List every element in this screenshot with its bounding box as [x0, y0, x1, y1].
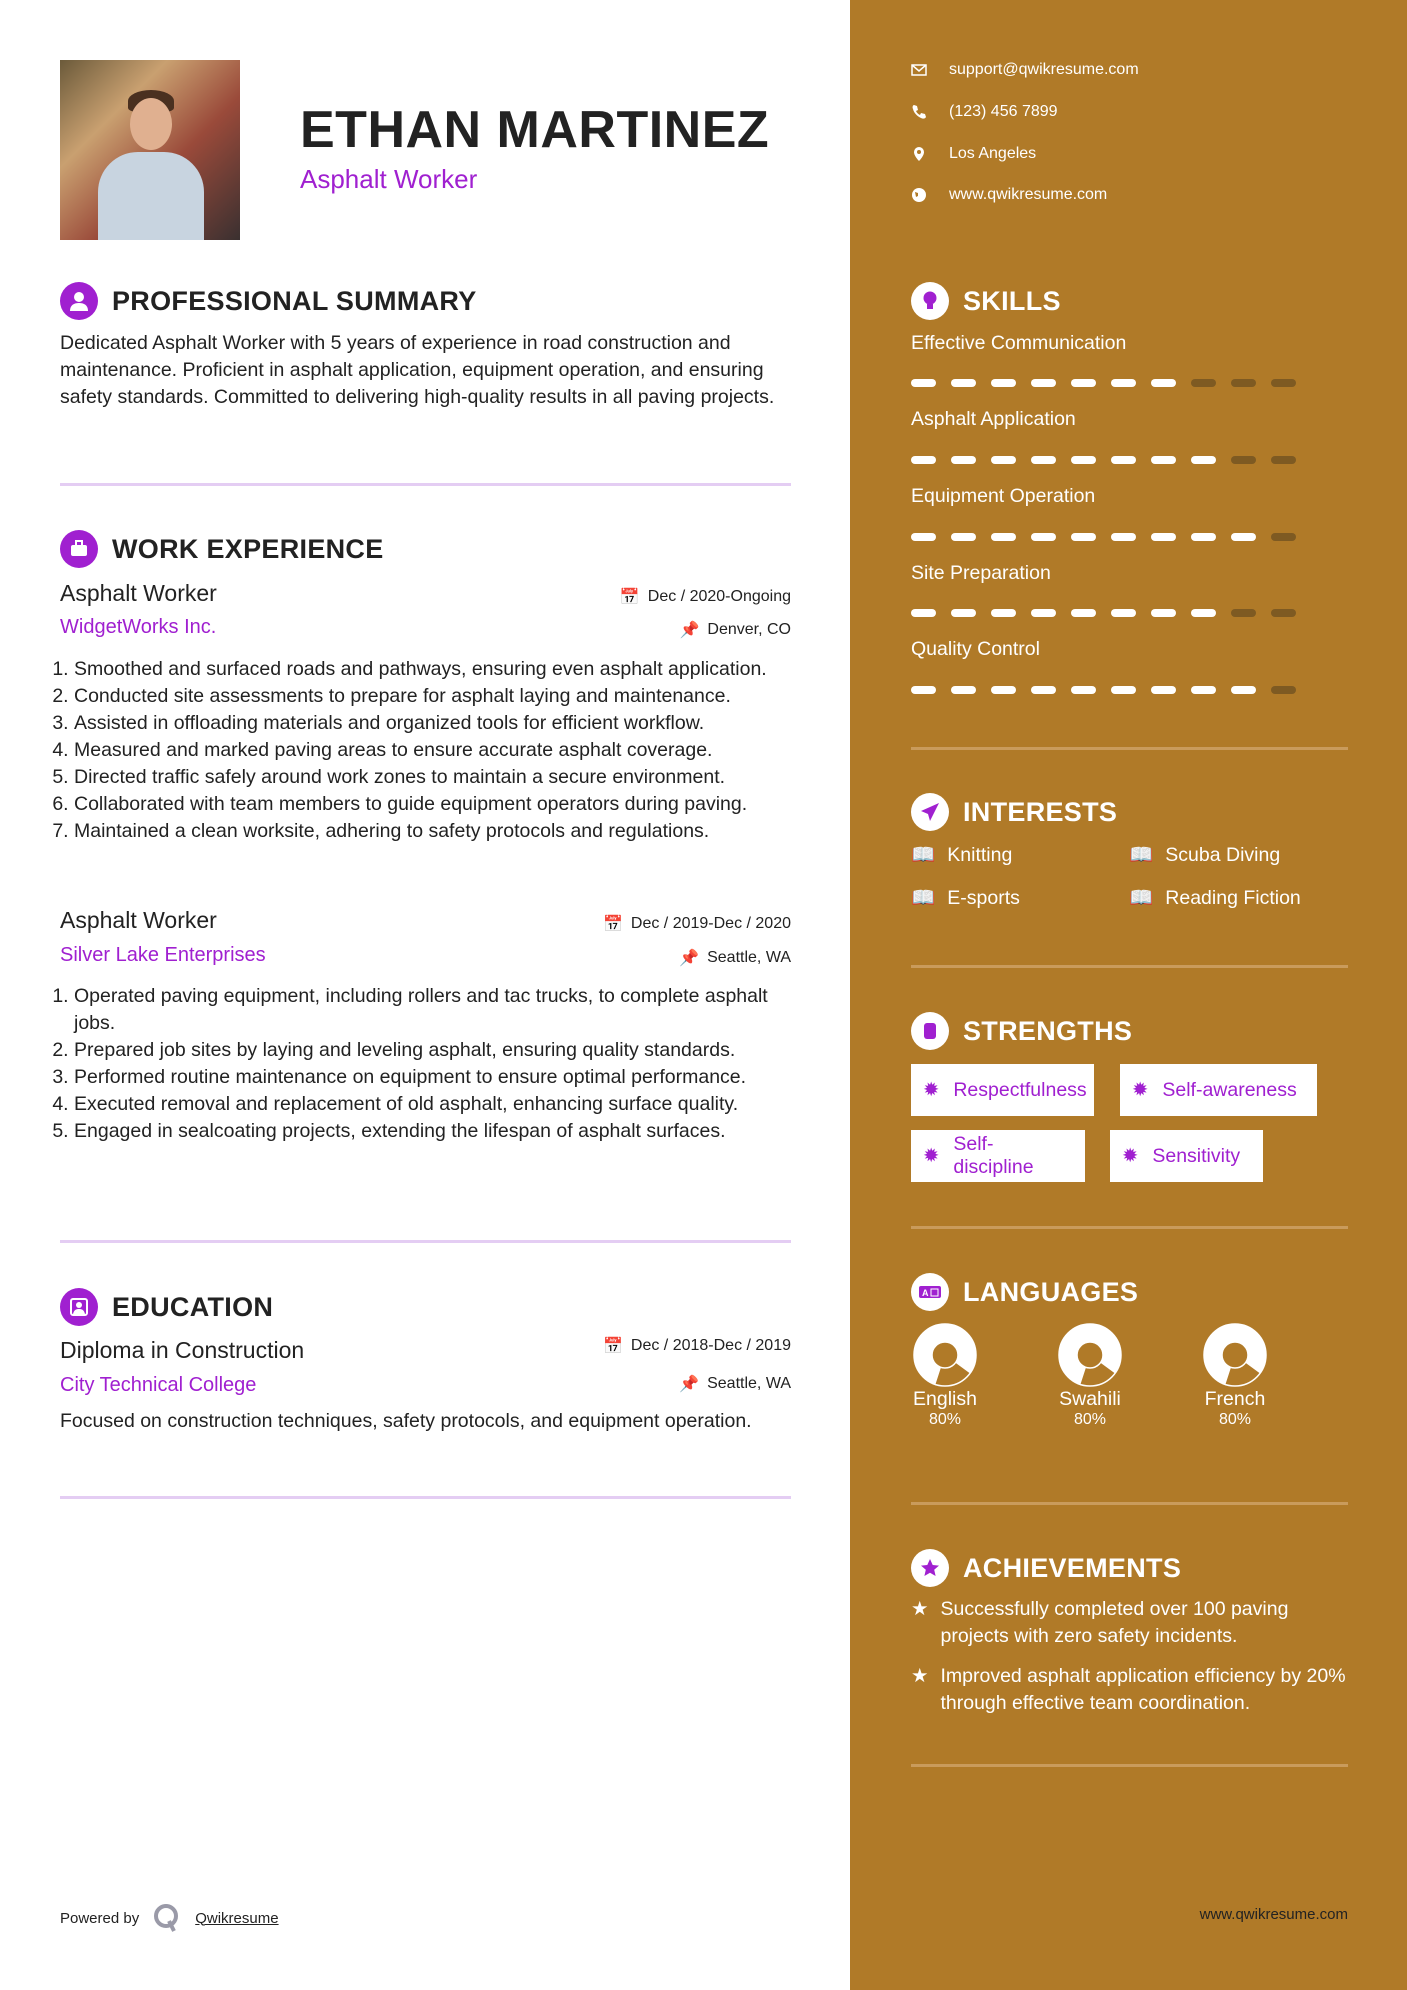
job-bullets: [56, 983, 796, 1145]
dates-text: Dec / 2020-Ongoing: [647, 588, 791, 605]
skill-dash-empty: [1271, 686, 1296, 694]
skill-dash-filled: [1111, 686, 1136, 694]
skill-dash-filled: [1031, 379, 1056, 387]
interest-label: Scuba Diving: [1165, 843, 1281, 866]
languages-heading: [911, 1273, 1138, 1311]
strength-chip: [911, 1130, 1085, 1182]
skill-dash-filled: [991, 686, 1016, 694]
skill-dash-filled: [1071, 456, 1096, 464]
achievement-text: Improved asphalt application efficiency by 20% through effective team coordination.: [940, 1665, 1346, 1714]
skill-dash-filled: [1031, 686, 1056, 694]
skill-level-bar: [911, 609, 1296, 617]
skill-dash-filled: [1151, 686, 1176, 694]
job-location: [679, 948, 791, 968]
dates-text: Dec / 2019-Dec / 2020: [630, 915, 791, 932]
star-icon: ★: [911, 1598, 929, 1620]
qwikresume-logo-icon: [153, 1903, 181, 1933]
skill-dash-filled: [991, 609, 1016, 617]
list-item: 3. Assisted in offloading materials and organized tools for efficient workflow.: [74, 710, 796, 737]
language-donut: [912, 1322, 978, 1388]
skill-dash-empty: [1191, 379, 1216, 387]
skill-dash-filled: [1111, 379, 1136, 387]
interest-label: E-sports: [947, 886, 1020, 909]
education-dates: [603, 1336, 791, 1356]
list-item: 3. Performed routine maintenance on equipment to ensure optimal performance.: [74, 1064, 796, 1091]
strengths-heading: [911, 1012, 1132, 1050]
phone-icon: [911, 104, 927, 120]
skill-dash-filled: [911, 533, 936, 541]
language-item: [900, 1322, 990, 1429]
translate-icon: [911, 1273, 949, 1311]
strength-chip: [1110, 1130, 1263, 1182]
skill-name: Site Preparation: [911, 562, 1051, 584]
skill-dash-filled: [951, 379, 976, 387]
skills-heading: [911, 282, 1061, 320]
graduation-icon: [60, 1288, 98, 1326]
list-item: 1. Operated paving equipment, including rollers and tac trucks, to complete asphalt jobs.: [74, 983, 796, 1037]
job-dates: [620, 587, 791, 607]
skill-dash-empty: [1271, 456, 1296, 464]
skill-dash-filled: [1231, 533, 1256, 541]
skill-name: Effective Communication: [911, 332, 1127, 354]
divider: [911, 1764, 1348, 1767]
calendar-icon: 📅: [602, 1338, 623, 1355]
interest-label: Knitting: [947, 843, 1013, 866]
section-title: PROFESSIONAL SUMMARY: [112, 285, 477, 316]
qwikresume-link[interactable]: Qwikresume: [195, 1909, 279, 1927]
strength-chip: [911, 1064, 1094, 1116]
paper-plane-icon: [911, 793, 949, 831]
pin-icon: 📌: [679, 1376, 700, 1393]
language-item: [1045, 1322, 1135, 1429]
strength-label: Self-discipline: [953, 1133, 1034, 1178]
skill-dash-filled: [1031, 533, 1056, 541]
skill-dash-filled: [1191, 686, 1216, 694]
skill-dash-filled: [1151, 533, 1176, 541]
skill-name: Asphalt Application: [911, 408, 1076, 430]
achievement-item: [911, 1663, 1348, 1717]
interest-item: [1129, 886, 1301, 910]
work-heading: [60, 530, 384, 568]
section-title: ACHIEVEMENTS: [963, 1552, 1182, 1583]
skill-dash-filled: [951, 533, 976, 541]
lightbulb-icon: [911, 282, 949, 320]
section-title: WORK EXPERIENCE: [112, 533, 384, 564]
skill-dash-filled: [1031, 609, 1056, 617]
strength-chip: [1120, 1064, 1317, 1116]
map-pin-icon: [911, 146, 927, 162]
list-item: 4. Measured and marked paving areas to ensure accurate asphalt coverage.: [74, 737, 796, 764]
contact-email: [911, 61, 1139, 79]
skill-dash-empty: [1231, 379, 1256, 387]
phone-text: (123) 456 7899: [949, 103, 1058, 120]
language-percent: 80%: [1218, 1411, 1252, 1428]
interest-item: [911, 843, 1012, 867]
skill-dash-empty: [1231, 609, 1256, 617]
divider: [911, 1502, 1348, 1505]
language-name: Swahili: [1059, 1388, 1121, 1410]
divider: [911, 1226, 1348, 1229]
skill-level-bar: [911, 533, 1296, 541]
skill-dash-filled: [1031, 456, 1056, 464]
footer-website: www.qwikresume.com: [1199, 1906, 1348, 1923]
education-heading: [60, 1288, 273, 1326]
skill-dash-filled: [911, 456, 936, 464]
divider: [60, 1496, 791, 1499]
skill-dash-filled: [911, 686, 936, 694]
list-item: 4. Executed removal and replacement of old asphalt, enhancing surface quality.: [74, 1091, 796, 1118]
divider: [911, 965, 1348, 968]
globe-icon: [911, 187, 927, 203]
achievement-item: [911, 1596, 1348, 1650]
skill-dash-filled: [911, 379, 936, 387]
calendar-icon: 📅: [602, 916, 623, 933]
skill-dash-empty: [1271, 609, 1296, 617]
divider: [911, 747, 1348, 750]
location-text: Seattle, WA: [707, 949, 791, 966]
language-item: [1190, 1322, 1280, 1429]
location-text: Denver, CO: [707, 621, 791, 638]
strength-label: Respectfulness: [953, 1078, 1087, 1101]
strength-label: Sensitivity: [1152, 1144, 1241, 1167]
divider: [60, 1240, 791, 1243]
skill-dash-filled: [1111, 456, 1136, 464]
list-item: 6. Collaborated with team members to guide equipment operators during paving.: [74, 791, 796, 818]
dates-text: Dec / 2018-Dec / 2019: [630, 1337, 791, 1354]
skill-level-bar: [911, 686, 1296, 694]
list-item: 5. Engaged in sealcoating projects, extending the lifespan of asphalt surfaces.: [74, 1118, 796, 1145]
job-dates: [603, 914, 791, 934]
job-location: [679, 620, 791, 640]
candidate-title: Asphalt Worker: [300, 164, 478, 194]
company-name: WidgetWorks Inc.: [60, 616, 217, 638]
skill-dash-filled: [1231, 686, 1256, 694]
skill-dash-filled: [991, 379, 1016, 387]
job-title: Asphalt Worker: [60, 907, 217, 933]
skill-dash-filled: [951, 686, 976, 694]
contact-location: [911, 145, 1036, 163]
skill-dash-filled: [1071, 609, 1096, 617]
skill-dash-filled: [991, 533, 1016, 541]
pin-icon: 📌: [679, 950, 700, 967]
skill-dash-filled: [911, 609, 936, 617]
powered-by-text: Powered by: [60, 1909, 140, 1927]
skill-name: Equipment Operation: [911, 485, 1096, 507]
book-icon: 📖: [911, 844, 936, 866]
email-text: support@qwikresume.com: [949, 61, 1139, 78]
location-text: Los Angeles: [949, 145, 1037, 162]
book-icon: 📖: [1129, 844, 1154, 866]
language-donut: [1202, 1322, 1268, 1388]
education-description: Focused on construction techniques, safety protocols, and equipment operation.: [60, 1410, 752, 1432]
skill-dash-empty: [1231, 456, 1256, 464]
skill-dash-filled: [1111, 609, 1136, 617]
section-title: LANGUAGES: [963, 1276, 1139, 1307]
calendar-icon: 📅: [619, 589, 640, 606]
skill-dash-filled: [1071, 379, 1096, 387]
education-location: [679, 1374, 791, 1394]
skill-dash-empty: [1271, 533, 1296, 541]
skill-level-bar: [911, 379, 1296, 387]
interest-item: [911, 886, 1020, 910]
section-title: STRENGTHS: [963, 1015, 1133, 1046]
list-item: 2. Prepared job sites by laying and leveling asphalt, ensuring quality standards.: [74, 1037, 796, 1064]
user-icon: [60, 282, 98, 320]
achievement-text: Successfully completed over 100 paving projects with zero safety incidents.: [940, 1598, 1289, 1647]
interest-label: Reading Fiction: [1165, 886, 1301, 909]
skill-dash-filled: [1151, 609, 1176, 617]
badge-icon: ✹: [1132, 1079, 1149, 1101]
language-donut: [1057, 1322, 1123, 1388]
list-item: 1. Smoothed and surfaced roads and pathways, ensuring even asphalt application.: [74, 656, 796, 683]
language-name: English: [913, 1388, 977, 1410]
skill-dash-filled: [1191, 609, 1216, 617]
list-item: 7. Maintained a clean worksite, adhering to safety protocols and regulations.: [74, 818, 796, 845]
contact-phone: [911, 103, 1058, 121]
briefcase-icon: [60, 530, 98, 568]
skill-dash-filled: [1071, 686, 1096, 694]
section-title: INTERESTS: [963, 796, 1118, 827]
skill-dash-filled: [1071, 533, 1096, 541]
skill-dash-filled: [951, 456, 976, 464]
section-title: SKILLS: [963, 285, 1061, 316]
star-icon: ★: [911, 1665, 929, 1687]
badge-icon: ✹: [1122, 1145, 1139, 1167]
book-icon: 📖: [911, 887, 936, 909]
book-icon: 📖: [1129, 887, 1154, 909]
divider: [60, 483, 791, 486]
skill-name: Quality Control: [911, 638, 1040, 660]
school-name: City Technical College: [60, 1374, 257, 1396]
pin-icon: 📌: [679, 622, 700, 639]
skill-dash-filled: [1151, 456, 1176, 464]
interests-heading: [911, 793, 1117, 831]
language-percent: 80%: [928, 1411, 962, 1428]
location-text: Seattle, WA: [707, 1375, 791, 1392]
website-text: www.qwikresume.com: [949, 186, 1108, 203]
language-percent: 80%: [1073, 1411, 1107, 1428]
badge-icon: ✹: [923, 1079, 940, 1101]
envelope-icon: [911, 62, 927, 78]
degree: Diploma in Construction: [60, 1337, 305, 1363]
profile-photo: [60, 60, 240, 240]
skill-dash-filled: [1191, 533, 1216, 541]
star-icon: [911, 1549, 949, 1587]
list-item: 5. Directed traffic safely around work zones to maintain a secure environment.: [74, 764, 796, 791]
skill-dash-filled: [1111, 533, 1136, 541]
strength-label: Self-awareness: [1162, 1078, 1297, 1101]
summary-text: Dedicated Asphalt Worker with 5 years of experience in road construction and maintenance. Proficient in asphalt application, equipment operation, and ensuring safety standards. Committed to delivering high-quality results in all paving projects.: [60, 332, 775, 408]
skill-dash-filled: [1151, 379, 1176, 387]
skill-dash-filled: [1191, 456, 1216, 464]
skill-dash-filled: [991, 456, 1016, 464]
skill-dash-filled: [951, 609, 976, 617]
contact-website: [911, 186, 1107, 204]
section-title: EDUCATION: [112, 1291, 274, 1322]
skill-dash-empty: [1271, 379, 1296, 387]
job-title: Asphalt Worker: [60, 580, 217, 606]
badge-icon: ✹: [923, 1145, 940, 1167]
language-name: French: [1204, 1388, 1266, 1410]
job-bullets: [56, 656, 796, 845]
candidate-name: ETHAN MARTINEZ: [300, 101, 770, 159]
interest-item: [1129, 843, 1280, 867]
list-item: 2. Conducted site assessments to prepare for asphalt laying and maintenance.: [74, 683, 796, 710]
company-name: Silver Lake Enterprises: [60, 944, 266, 966]
powered-by: [60, 1903, 279, 1933]
achievements-heading: [911, 1549, 1181, 1587]
skill-level-bar: [911, 456, 1296, 464]
fist-icon: [911, 1012, 949, 1050]
svg-text:A: A: [922, 1288, 929, 1298]
summary-heading: [60, 282, 477, 320]
